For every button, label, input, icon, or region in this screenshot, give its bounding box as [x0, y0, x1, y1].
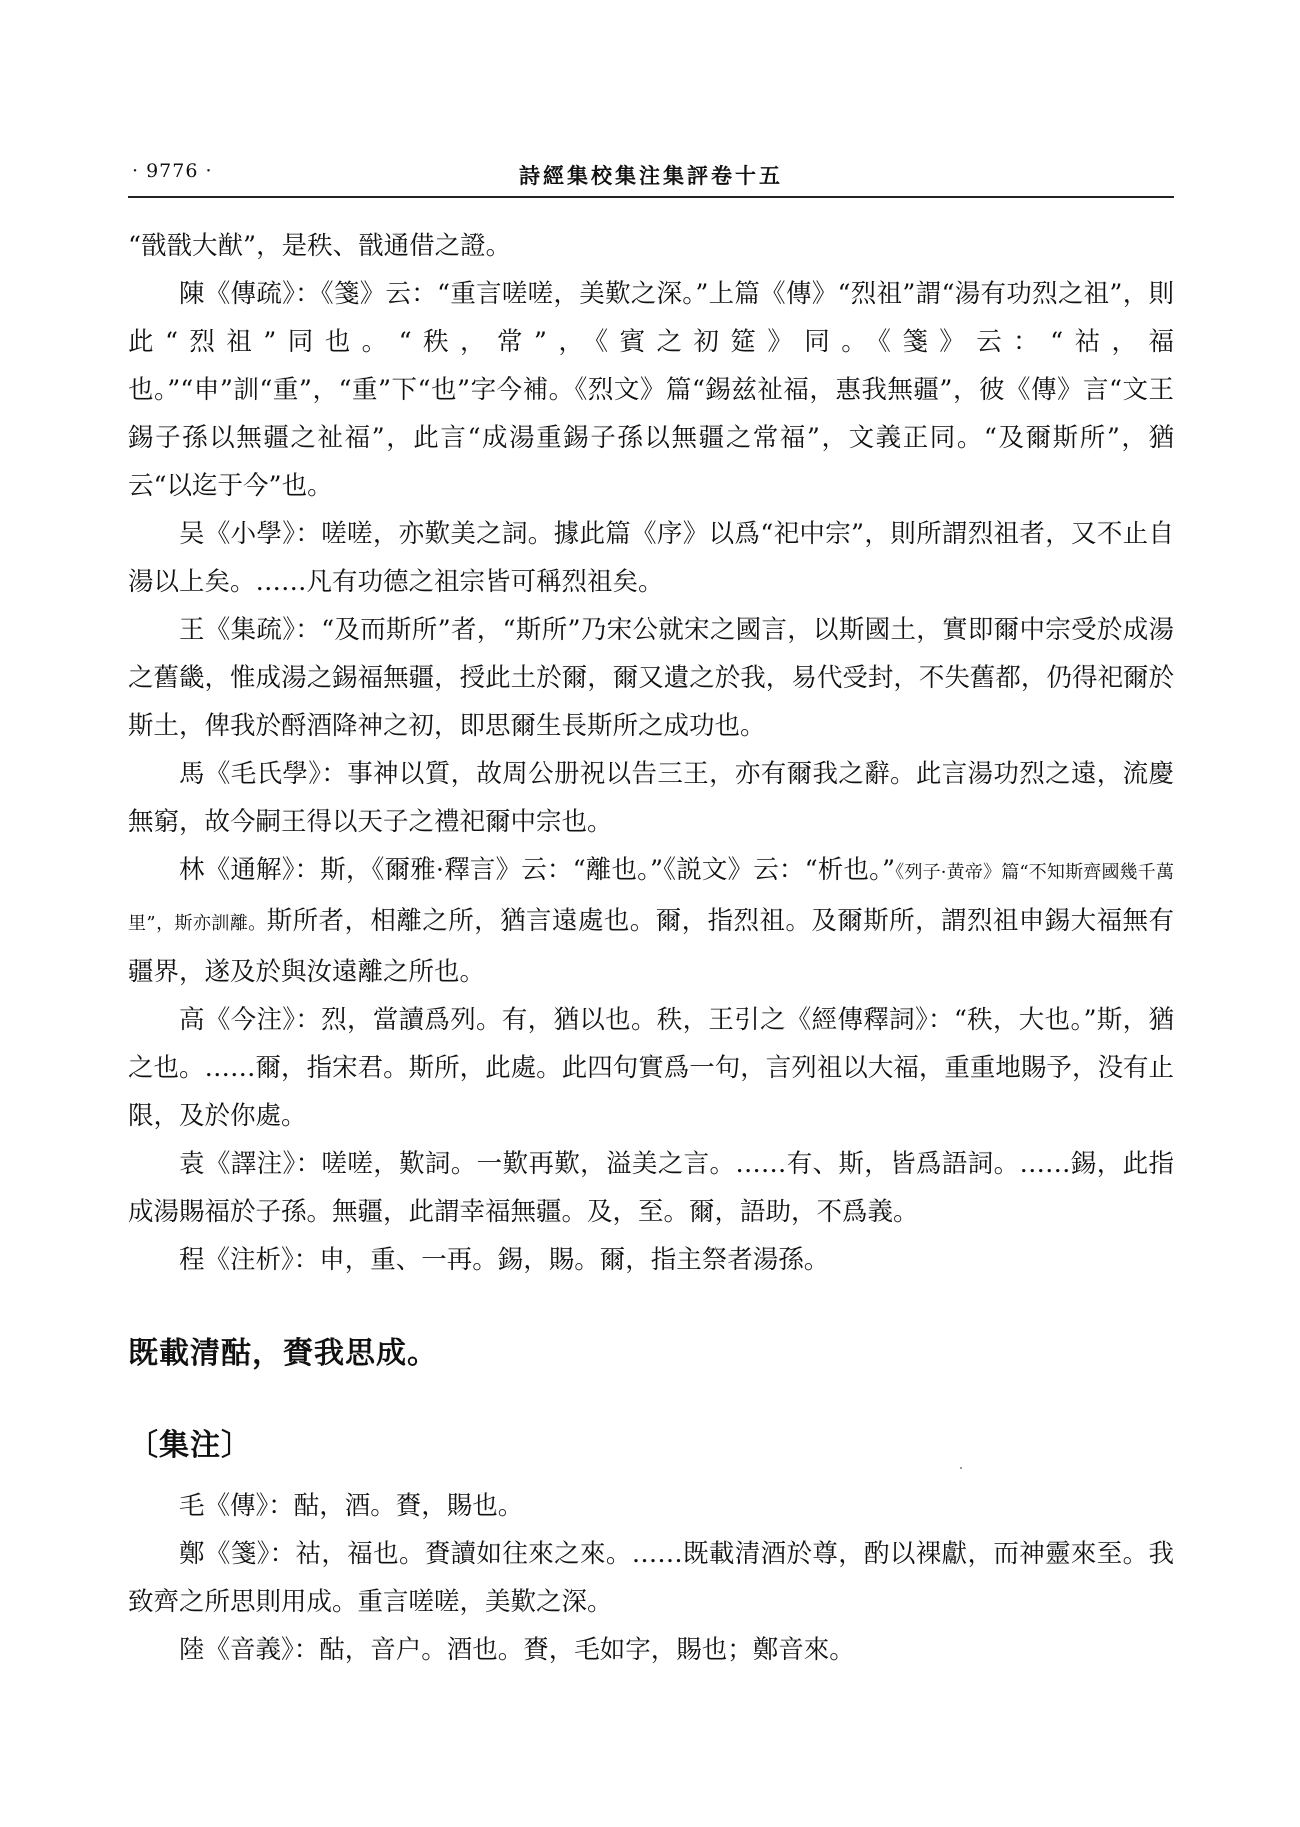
commentary-chen: 陳《傳疏》：《箋》云：“重言嗟嗟，美歎之深。”上篇《傳》“烈祖”謂“湯有功烈之祖”，則此“烈祖”同也。“秩，常”，《賓之初筵》同。《箋》云：“祜，福也。”“申”訓“重”，“重”下“也”字今補。《烈文》篇“錫兹祉福，惠我無疆”，彼《傳》言“文王錫子孫以無疆之祉福”，此言“成湯重錫子孫以無疆之常福”，文義正同。“及爾斯所”，猶云“以迄于今”也。 [128, 279, 1174, 501]
running-title: 詩經集校集注集評卷十五 [519, 163, 783, 188]
commentary-gao: 高《今注》：烈，當讀爲列。有，猶以也。秩，王引之《經傳釋詞》：“秩，大也。”斯，猶之也。……爾，指宋君。斯所，此處。此四句實爲一句，言列祖以大福，重重地賜予，没有止限，及於你處。 [128, 1005, 1174, 1131]
section-label: 〔集注〕 [128, 1428, 252, 1463]
note-lu: 陸《音義》：酤，音户。酒也。賚，毛如字，賜也；鄭音來。 [179, 1635, 855, 1665]
verse-heading: 既載清酤，賚我思成。 [128, 1336, 438, 1371]
commentary-ma: 馬《毛氏學》：事神以質，故周公册祝以告三王，亦有爾我之辭。此言湯功烈之遠，流慶無窮，故今嗣王得以天子之禮祀爾中宗也。 [128, 759, 1174, 837]
page-number: · 9776 · [132, 160, 213, 182]
running-header [132, 160, 1170, 194]
commentary-lin-note: 《列子·黄帝》篇“不知斯齊國幾千萬里”，斯亦訓離。 [128, 862, 1174, 934]
scan-speck [960, 1467, 962, 1469]
header-rule [128, 196, 1174, 198]
commentary-wu: 吴《小學》：嗟嗟，亦歎美之詞。據此篇《序》以爲“祀中宗”，則所謂烈祖者，又不止自湯以上矣。……凡有功德之祖宗皆可稱烈祖矣。 [128, 519, 1174, 597]
commentary-cheng: 程《注析》：申，重、一再。錫，賜。爾，指主祭者湯孫。 [179, 1245, 830, 1275]
commentary-lin-rest: 斯所者，相離之所，猶言遠處也。爾，指烈祖。及爾斯所，謂烈祖申錫大福無有疆界，遂及於與汝遠離之所也。 [128, 906, 1174, 987]
note-mao: 毛《傳》：酤，酒。賚，賜也。 [179, 1491, 524, 1521]
commentary-wang: 王《集疏》：“及而斯所”者，“斯所”乃宋公就宋之國言，以斯國土，實即爾中宗受於成湯之舊畿，惟成湯之錫福無疆，授此土於爾，爾又遺之於我，易代受封，不失舊都，仍得祀爾於斯土，俾我於酹酒降神之初，即思爾生長斯所之成功也。 [128, 615, 1174, 741]
commentary-yuan: 袁《譯注》：嗟嗟，歎詞。一歎再歎，溢美之言。……有、斯，皆爲語詞。……錫，此指成湯賜福於子孫。無疆，此謂幸福無疆。及，至。爾，語助，不爲義。 [128, 1149, 1174, 1227]
commentary-lin [128, 846, 1174, 996]
page-body [128, 222, 1174, 1674]
commentary-lin-main: 林《通解》：斯，《爾雅·釋言》云：“離也。”《説文》云：“析也。” [179, 855, 896, 885]
continued-paragraph: “戩戩大猷”，是秩、戩通借之證。 [128, 231, 512, 261]
note-zheng: 鄭《箋》：祜，福也。賚讀如往來之來。……既載清酒於尊，酌以裸獻，而神靈來至。我致齊之所思則用成。重言嗟嗟，美歎之深。 [128, 1539, 1174, 1617]
